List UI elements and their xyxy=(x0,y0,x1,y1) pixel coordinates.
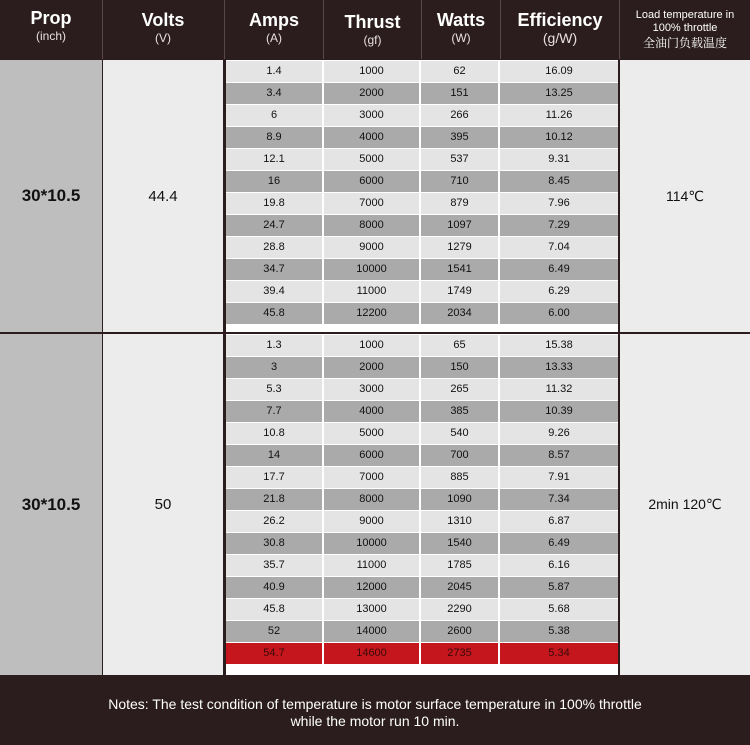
table-row xyxy=(226,215,618,236)
header-load-line3: 全油门负载温度 xyxy=(642,36,727,50)
header-amps-title: Amps xyxy=(248,10,299,30)
table-row xyxy=(226,237,618,258)
amps-cell: 28.8 xyxy=(226,237,324,258)
watts-cell: 1310 xyxy=(421,511,500,532)
efficiency-cell: 6.00 xyxy=(500,303,618,324)
watts-cell: 385 xyxy=(421,401,500,422)
thrust-cell: 8000 xyxy=(324,489,421,510)
efficiency-cell: 8.57 xyxy=(500,445,618,466)
thrust-cell: 9000 xyxy=(324,237,421,258)
table-row xyxy=(226,555,618,576)
amps-cell: 14 xyxy=(226,445,324,466)
watts-cell: 1541 xyxy=(421,259,500,280)
thrust-cell: 10000 xyxy=(324,259,421,280)
watts-cell: 537 xyxy=(421,149,500,170)
data-group-1 xyxy=(0,60,750,332)
efficiency-cell: 9.26 xyxy=(500,423,618,444)
watts-cell: 395 xyxy=(421,127,500,148)
thrust-cell: 1000 xyxy=(324,61,421,82)
thrust-cell: 6000 xyxy=(324,445,421,466)
header-efficiency xyxy=(501,0,619,59)
efficiency-cell: 6.49 xyxy=(500,259,618,280)
thrust-cell: 2000 xyxy=(324,357,421,378)
thrust-cell: 14000 xyxy=(324,621,421,642)
table-row xyxy=(226,83,618,104)
efficiency-cell: 7.96 xyxy=(500,193,618,214)
watts-cell: 265 xyxy=(421,379,500,400)
efficiency-cell: 6.87 xyxy=(500,511,618,532)
amps-cell: 45.8 xyxy=(226,599,324,620)
thrust-cell: 4000 xyxy=(324,401,421,422)
watts-cell: 710 xyxy=(421,171,500,192)
amps-cell: 35.7 xyxy=(226,555,324,576)
thrust-cell: 9000 xyxy=(324,511,421,532)
table-row xyxy=(226,105,618,126)
thrust-cell: 13000 xyxy=(324,599,421,620)
thrust-cell: 14600 xyxy=(324,643,421,664)
table-row xyxy=(226,171,618,192)
efficiency-cell: 6.16 xyxy=(500,555,618,576)
efficiency-cell: 5.38 xyxy=(500,621,618,642)
efficiency-cell: 10.39 xyxy=(500,401,618,422)
notes-line2: while the motor run 10 min. xyxy=(290,713,460,729)
table-row xyxy=(226,259,618,280)
table-row xyxy=(226,467,618,488)
watts-cell: 2045 xyxy=(421,577,500,598)
header-prop xyxy=(0,0,102,59)
amps-cell: 52 xyxy=(226,621,324,642)
amps-cell: 21.8 xyxy=(226,489,324,510)
amps-cell: 54.7 xyxy=(226,643,324,664)
thrust-cell: 7000 xyxy=(324,193,421,214)
watts-cell: 879 xyxy=(421,193,500,214)
amps-cell: 26.2 xyxy=(226,511,324,532)
notes xyxy=(0,676,750,745)
header-volts-title: Volts xyxy=(141,10,185,30)
prop-cell: 30*10.5 xyxy=(0,60,102,332)
header-load-line1: Load temperature in xyxy=(635,9,735,21)
watts-cell: 150 xyxy=(421,357,500,378)
load-temperature-cell: 2min 120℃ xyxy=(620,334,750,675)
header-thrust-unit: (gf) xyxy=(363,33,382,47)
amps-cell: 40.9 xyxy=(226,577,324,598)
watts-cell: 266 xyxy=(421,105,500,126)
amps-cell: 16 xyxy=(226,171,324,192)
table-row xyxy=(226,621,618,642)
table-row xyxy=(226,303,618,324)
amps-cell: 7.7 xyxy=(226,401,324,422)
watts-cell: 885 xyxy=(421,467,500,488)
watts-cell: 1749 xyxy=(421,281,500,302)
watts-cell: 1785 xyxy=(421,555,500,576)
header-amps-unit: (A) xyxy=(266,31,282,45)
header-watts-unit: (W) xyxy=(451,31,471,45)
table-row xyxy=(226,281,618,302)
efficiency-cell: 7.91 xyxy=(500,467,618,488)
table-row xyxy=(226,335,618,356)
table-row-highlighted xyxy=(226,643,618,664)
amps-cell: 5.3 xyxy=(226,379,324,400)
thrust-cell: 5000 xyxy=(324,423,421,444)
header-amps xyxy=(225,0,323,59)
data-grid xyxy=(226,334,618,675)
amps-cell: 3.4 xyxy=(226,83,324,104)
table-row xyxy=(226,445,618,466)
table-row xyxy=(226,61,618,82)
table-row xyxy=(226,599,618,620)
thrust-cell: 5000 xyxy=(324,149,421,170)
volts-cell: 50 xyxy=(103,334,223,675)
thrust-cell: 12200 xyxy=(324,303,421,324)
watts-cell: 1279 xyxy=(421,237,500,258)
watts-cell: 2735 xyxy=(421,643,500,664)
watts-cell: 1090 xyxy=(421,489,500,510)
thrust-cell: 11000 xyxy=(324,281,421,302)
efficiency-cell: 7.34 xyxy=(500,489,618,510)
prop-cell: 30*10.5 xyxy=(0,334,102,675)
amps-cell: 24.7 xyxy=(226,215,324,236)
efficiency-cell: 7.04 xyxy=(500,237,618,258)
efficiency-cell: 10.12 xyxy=(500,127,618,148)
watts-cell: 62 xyxy=(421,61,500,82)
watts-cell: 2600 xyxy=(421,621,500,642)
watts-cell: 65 xyxy=(421,335,500,356)
amps-cell: 3 xyxy=(226,357,324,378)
amps-cell: 34.7 xyxy=(226,259,324,280)
table-row xyxy=(226,577,618,598)
efficiency-cell: 16.09 xyxy=(500,61,618,82)
thrust-cell: 7000 xyxy=(324,467,421,488)
thrust-cell: 2000 xyxy=(324,83,421,104)
watts-cell: 2290 xyxy=(421,599,500,620)
amps-cell: 19.8 xyxy=(226,193,324,214)
watts-cell: 1540 xyxy=(421,533,500,554)
efficiency-cell: 9.31 xyxy=(500,149,618,170)
table-row xyxy=(226,379,618,400)
header-volts xyxy=(103,0,223,59)
efficiency-cell: 13.25 xyxy=(500,83,618,104)
notes-line1: Notes: The test condition of temperature is motor surface temperature in 100% throttle xyxy=(108,696,642,712)
thrust-cell: 10000 xyxy=(324,533,421,554)
efficiency-cell: 8.45 xyxy=(500,171,618,192)
thrust-cell: 12000 xyxy=(324,577,421,598)
volts-cell: 44.4 xyxy=(103,60,223,332)
table-row xyxy=(226,533,618,554)
header-thrust xyxy=(324,0,421,59)
efficiency-cell: 11.32 xyxy=(500,379,618,400)
watts-cell: 2034 xyxy=(421,303,500,324)
thrust-cell: 6000 xyxy=(324,171,421,192)
table-row xyxy=(226,489,618,510)
thrust-cell: 3000 xyxy=(324,379,421,400)
efficiency-cell: 6.29 xyxy=(500,281,618,302)
thrust-cell: 8000 xyxy=(324,215,421,236)
watts-cell: 700 xyxy=(421,445,500,466)
watts-cell: 540 xyxy=(421,423,500,444)
header-volts-unit: (V) xyxy=(155,31,171,45)
amps-cell: 8.9 xyxy=(226,127,324,148)
table-row xyxy=(226,511,618,532)
amps-cell: 10.8 xyxy=(226,423,324,444)
amps-cell: 30.8 xyxy=(226,533,324,554)
amps-cell: 39.4 xyxy=(226,281,324,302)
efficiency-cell: 7.29 xyxy=(500,215,618,236)
table-row xyxy=(226,423,618,444)
header-prop-unit: (inch) xyxy=(35,29,66,43)
data-group-2 xyxy=(0,334,750,675)
table-row xyxy=(226,127,618,148)
amps-cell: 1.3 xyxy=(226,335,324,356)
header-watts-title: Watts xyxy=(436,10,486,30)
thrust-cell: 4000 xyxy=(324,127,421,148)
table-row xyxy=(226,401,618,422)
amps-cell: 17.7 xyxy=(226,467,324,488)
watts-cell: 151 xyxy=(421,83,500,104)
table-row xyxy=(226,149,618,170)
table-header xyxy=(0,0,750,59)
thrust-cell: 3000 xyxy=(324,105,421,126)
header-thrust-title: Thrust xyxy=(344,12,401,32)
header-load-temperature xyxy=(620,0,750,59)
amps-cell: 1.4 xyxy=(226,61,324,82)
thrust-cell: 1000 xyxy=(324,335,421,356)
amps-cell: 45.8 xyxy=(226,303,324,324)
header-load-line2: 100% throttle xyxy=(652,22,718,34)
header-prop-title: Prop xyxy=(30,8,72,28)
data-grid xyxy=(226,60,618,332)
thrust-cell: 11000 xyxy=(324,555,421,576)
efficiency-cell: 6.49 xyxy=(500,533,618,554)
header-efficiency-title: Efficiency xyxy=(517,10,603,30)
amps-cell: 12.1 xyxy=(226,149,324,170)
efficiency-cell: 5.87 xyxy=(500,577,618,598)
amps-cell: 6 xyxy=(226,105,324,126)
watts-cell: 1097 xyxy=(421,215,500,236)
efficiency-cell: 15.38 xyxy=(500,335,618,356)
table-row xyxy=(226,357,618,378)
table-row xyxy=(226,193,618,214)
efficiency-cell: 5.68 xyxy=(500,599,618,620)
load-temperature-cell: 114℃ xyxy=(620,60,750,332)
efficiency-cell: 11.26 xyxy=(500,105,618,126)
efficiency-cell: 13.33 xyxy=(500,357,618,378)
efficiency-cell: 5.34 xyxy=(500,643,618,664)
header-efficiency-unit: (g/W) xyxy=(542,30,578,46)
header-watts xyxy=(422,0,500,59)
